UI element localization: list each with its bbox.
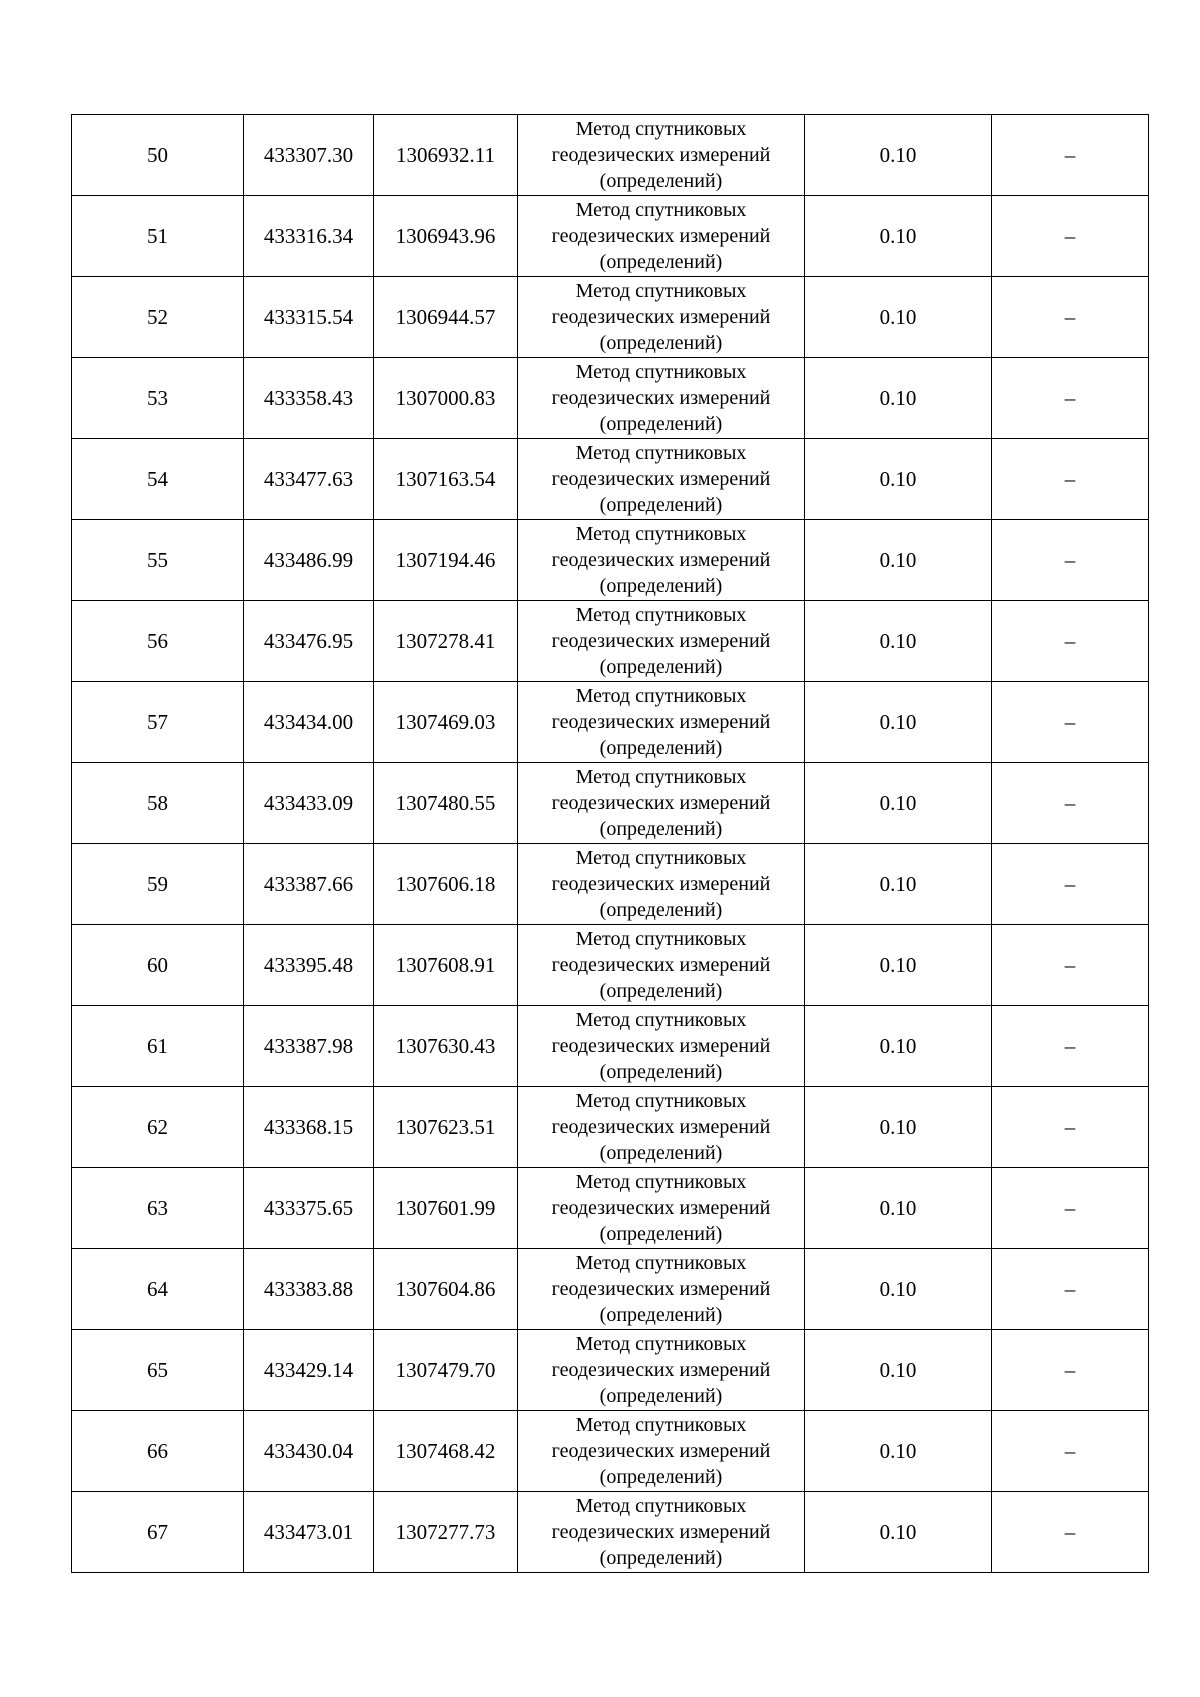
point-number-cell: 51 [72, 196, 244, 277]
point-number-cell: 65 [72, 1330, 244, 1411]
method-text-line: геодезических измерений [551, 873, 771, 895]
table-row [72, 277, 1149, 358]
method-text-line: (определений) [599, 899, 723, 921]
y-coordinate-cell: 1307163.54 [374, 439, 518, 520]
table-row [72, 1249, 1149, 1330]
note-cell: – [992, 925, 1149, 1006]
point-number-cell: 64 [72, 1249, 244, 1330]
note-cell: – [992, 1411, 1149, 1492]
y-coordinate-cell: 1306943.96 [374, 196, 518, 277]
y-coordinate-cell: 1307277.73 [374, 1492, 518, 1573]
note-cell: – [992, 601, 1149, 682]
note-cell: – [992, 439, 1149, 520]
y-coordinate-cell: 1307469.03 [374, 682, 518, 763]
accuracy-cell: 0.10 [805, 1168, 992, 1249]
accuracy-cell: 0.10 [805, 277, 992, 358]
point-number-cell: 67 [72, 1492, 244, 1573]
method-text-line: (определений) [599, 656, 723, 678]
y-coordinate-cell: 1307608.91 [374, 925, 518, 1006]
point-number-cell: 56 [72, 601, 244, 682]
method-text-line: геодезических измерений [551, 306, 771, 328]
table-row [72, 1168, 1149, 1249]
accuracy-cell: 0.10 [805, 1249, 992, 1330]
point-number-cell: 52 [72, 277, 244, 358]
note-cell: – [992, 1168, 1149, 1249]
x-coordinate-cell: 433430.04 [244, 1411, 374, 1492]
note-cell: – [992, 682, 1149, 763]
y-coordinate-cell: 1307194.46 [374, 520, 518, 601]
accuracy-cell: 0.10 [805, 358, 992, 439]
table-row [72, 439, 1149, 520]
table-row [72, 520, 1149, 601]
method-text-line: геодезических измерений [551, 1359, 771, 1381]
note-cell: – [992, 844, 1149, 925]
x-coordinate-cell: 433358.43 [244, 358, 374, 439]
method-text-line: Метод спутниковых [575, 1333, 747, 1355]
method-cell [518, 196, 805, 277]
point-number-cell: 57 [72, 682, 244, 763]
method-text-line: геодезических измерений [551, 468, 771, 490]
table-row [72, 115, 1149, 196]
method-text-line: (определений) [599, 575, 723, 597]
method-cell [518, 763, 805, 844]
method-text-line: Метод спутниковых [575, 199, 747, 221]
accuracy-cell: 0.10 [805, 115, 992, 196]
x-coordinate-cell: 433395.48 [244, 925, 374, 1006]
point-number-cell: 58 [72, 763, 244, 844]
method-text-line: геодезических измерений [551, 1035, 771, 1057]
method-cell [518, 115, 805, 196]
point-number-cell: 50 [72, 115, 244, 196]
method-text-line: геодезических измерений [551, 954, 771, 976]
method-text-line: геодезических измерений [551, 1116, 771, 1138]
method-text-line: геодезических измерений [551, 630, 771, 652]
table-row [72, 1411, 1149, 1492]
method-text-line: геодезических измерений [551, 144, 771, 166]
method-cell [518, 1087, 805, 1168]
method-text-line: Метод спутниковых [575, 847, 747, 869]
table-row [72, 763, 1149, 844]
y-coordinate-cell: 1307479.70 [374, 1330, 518, 1411]
method-text-line: геодезических измерений [551, 1197, 771, 1219]
method-cell [518, 358, 805, 439]
method-text-line: Метод спутниковых [575, 1009, 747, 1031]
method-cell [518, 1492, 805, 1573]
method-text-line: геодезических измерений [551, 1440, 771, 1462]
method-text-line: Метод спутниковых [575, 1495, 747, 1517]
note-cell: – [992, 520, 1149, 601]
accuracy-cell: 0.10 [805, 763, 992, 844]
accuracy-cell: 0.10 [805, 520, 992, 601]
y-coordinate-cell: 1307000.83 [374, 358, 518, 439]
method-text-line: (определений) [599, 1223, 723, 1245]
point-number-cell: 53 [72, 358, 244, 439]
point-number-cell: 66 [72, 1411, 244, 1492]
method-text-line: геодезических измерений [551, 792, 771, 814]
method-text-line: Метод спутниковых [575, 361, 747, 383]
y-coordinate-cell: 1307468.42 [374, 1411, 518, 1492]
x-coordinate-cell: 433477.63 [244, 439, 374, 520]
table-row [72, 682, 1149, 763]
note-cell: – [992, 1249, 1149, 1330]
note-cell: – [992, 196, 1149, 277]
point-number-cell: 61 [72, 1006, 244, 1087]
note-cell: – [992, 1330, 1149, 1411]
x-coordinate-cell: 433486.99 [244, 520, 374, 601]
point-number-cell: 62 [72, 1087, 244, 1168]
method-cell [518, 1330, 805, 1411]
method-text-line: Метод спутниковых [575, 280, 747, 302]
note-cell: – [992, 358, 1149, 439]
accuracy-cell: 0.10 [805, 844, 992, 925]
table-row [72, 196, 1149, 277]
method-text-line: геодезических измерений [551, 387, 771, 409]
method-text-line: (определений) [599, 332, 723, 354]
y-coordinate-cell: 1307601.99 [374, 1168, 518, 1249]
coordinates-table-body [72, 115, 1149, 1573]
method-text-line: (определений) [599, 1304, 723, 1326]
x-coordinate-cell: 433433.09 [244, 763, 374, 844]
table-row [72, 1087, 1149, 1168]
method-text-line: Метод спутниковых [575, 442, 747, 464]
x-coordinate-cell: 433375.65 [244, 1168, 374, 1249]
point-number-cell: 63 [72, 1168, 244, 1249]
y-coordinate-cell: 1307278.41 [374, 601, 518, 682]
method-text-line: Метод спутниковых [575, 928, 747, 950]
table-row [72, 601, 1149, 682]
note-cell: – [992, 1492, 1149, 1573]
method-text-line: (определений) [599, 1547, 723, 1569]
point-number-cell: 60 [72, 925, 244, 1006]
x-coordinate-cell: 433307.30 [244, 115, 374, 196]
x-coordinate-cell: 433434.00 [244, 682, 374, 763]
table-row [72, 358, 1149, 439]
method-text-line: (определений) [599, 413, 723, 435]
table-row [72, 844, 1149, 925]
x-coordinate-cell: 433368.15 [244, 1087, 374, 1168]
accuracy-cell: 0.10 [805, 925, 992, 1006]
x-coordinate-cell: 433387.98 [244, 1006, 374, 1087]
method-text-line: (определений) [599, 737, 723, 759]
coordinates-table [71, 114, 1149, 1573]
method-text-line: (определений) [599, 1466, 723, 1488]
note-cell: – [992, 115, 1149, 196]
method-text-line: (определений) [599, 1142, 723, 1164]
y-coordinate-cell: 1307630.43 [374, 1006, 518, 1087]
method-text-line: Метод спутниковых [575, 1090, 747, 1112]
note-cell: – [992, 1006, 1149, 1087]
accuracy-cell: 0.10 [805, 1411, 992, 1492]
point-number-cell: 55 [72, 520, 244, 601]
y-coordinate-cell: 1306932.11 [374, 115, 518, 196]
accuracy-cell: 0.10 [805, 1492, 992, 1573]
method-text-line: (определений) [599, 251, 723, 273]
x-coordinate-cell: 433476.95 [244, 601, 374, 682]
method-cell [518, 1006, 805, 1087]
accuracy-cell: 0.10 [805, 1006, 992, 1087]
method-cell [518, 277, 805, 358]
table-row [72, 925, 1149, 1006]
table-row [72, 1330, 1149, 1411]
method-cell [518, 520, 805, 601]
method-text-line: Метод спутниковых [575, 1252, 747, 1274]
y-coordinate-cell: 1306944.57 [374, 277, 518, 358]
method-text-line: Метод спутниковых [575, 118, 747, 140]
method-cell [518, 844, 805, 925]
y-coordinate-cell: 1307480.55 [374, 763, 518, 844]
method-text-line: Метод спутниковых [575, 1414, 747, 1436]
method-cell [518, 601, 805, 682]
method-text-line: геодезических измерений [551, 1521, 771, 1543]
y-coordinate-cell: 1307604.86 [374, 1249, 518, 1330]
table-row [72, 1006, 1149, 1087]
note-cell: – [992, 763, 1149, 844]
accuracy-cell: 0.10 [805, 439, 992, 520]
note-cell: – [992, 277, 1149, 358]
method-cell [518, 1411, 805, 1492]
method-text-line: Метод спутниковых [575, 523, 747, 545]
x-coordinate-cell: 433315.54 [244, 277, 374, 358]
method-text-line: геодезических измерений [551, 711, 771, 733]
accuracy-cell: 0.10 [805, 601, 992, 682]
method-cell [518, 439, 805, 520]
point-number-cell: 59 [72, 844, 244, 925]
y-coordinate-cell: 1307606.18 [374, 844, 518, 925]
accuracy-cell: 0.10 [805, 1087, 992, 1168]
accuracy-cell: 0.10 [805, 196, 992, 277]
method-text-line: геодезических измерений [551, 1278, 771, 1300]
method-cell [518, 925, 805, 1006]
point-number-cell: 54 [72, 439, 244, 520]
accuracy-cell: 0.10 [805, 1330, 992, 1411]
method-text-line: (определений) [599, 494, 723, 516]
method-cell [518, 1249, 805, 1330]
accuracy-cell: 0.10 [805, 682, 992, 763]
method-text-line: геодезических измерений [551, 549, 771, 571]
method-text-line: Метод спутниковых [575, 1171, 747, 1193]
x-coordinate-cell: 433383.88 [244, 1249, 374, 1330]
x-coordinate-cell: 433429.14 [244, 1330, 374, 1411]
table-row [72, 1492, 1149, 1573]
method-cell [518, 682, 805, 763]
note-cell: – [992, 1087, 1149, 1168]
method-text-line: геодезических измерений [551, 225, 771, 247]
x-coordinate-cell: 433387.66 [244, 844, 374, 925]
method-text-line: Метод спутниковых [575, 604, 747, 626]
method-text-line: (определений) [599, 980, 723, 1002]
method-cell [518, 1168, 805, 1249]
y-coordinate-cell: 1307623.51 [374, 1087, 518, 1168]
method-text-line: (определений) [599, 1385, 723, 1407]
method-text-line: (определений) [599, 818, 723, 840]
method-text-line: Метод спутниковых [575, 766, 747, 788]
method-text-line: (определений) [599, 1061, 723, 1083]
x-coordinate-cell: 433473.01 [244, 1492, 374, 1573]
method-text-line: (определений) [599, 170, 723, 192]
method-text-line: Метод спутниковых [575, 685, 747, 707]
x-coordinate-cell: 433316.34 [244, 196, 374, 277]
